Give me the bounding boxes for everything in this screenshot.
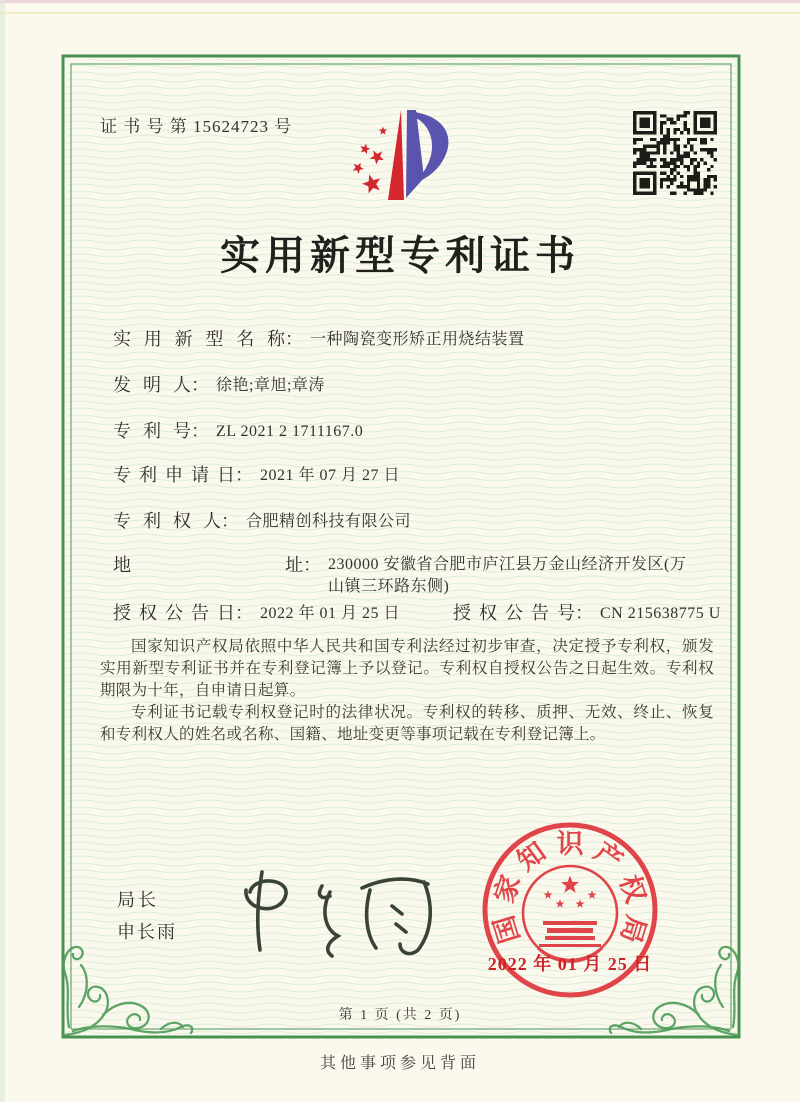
field-row-address [113, 554, 700, 598]
field-label: 地址 [113, 555, 303, 575]
field-row-name [113, 328, 525, 351]
field-value: 徐艳;章旭;章涛 [216, 377, 325, 394]
legal-paragraph-1: 国家知识产权局依照中华人民共和国专利法经过初步审查，决定授予专利权，颁发实用新型专利证书并在专利登记簿上予以登记。专利权自授权公告之日起生效。专利权期限为十年，自申请日起算。 [100, 638, 714, 699]
qr-code [633, 111, 717, 195]
director-signature [233, 856, 448, 966]
colon: ： [575, 603, 593, 623]
field-label: 专利申请日 [113, 465, 235, 485]
certificate-number: 证 书 号 第 15624723 号 [100, 117, 293, 136]
field-value: 2022 年 01 月 25 日 [260, 605, 401, 622]
legal-paragraph-2: 专利证书记载专利权登记时的法律状况。专利权的转移、质押、无效、终止、恢复和专利权人的姓名或名称、国籍、地址变更等事项记载在专利登记簿上。 [100, 704, 714, 743]
colon: ： [285, 329, 303, 349]
certificate-title: 实用新型专利证书 [220, 233, 580, 278]
page-indicator: 第 1 页 (共 2 页) [338, 1008, 462, 1023]
svg-text:家: 家 [488, 871, 527, 907]
svg-text:知: 知 [511, 836, 552, 877]
svg-text:识: 识 [556, 829, 584, 859]
field-row-grant [113, 602, 721, 625]
field-label: 授权公告日 [113, 603, 235, 623]
colon: ： [191, 375, 209, 395]
field-value: 230000 安徽省合肥市庐江县万金山经济开发区(万山镇三环路东侧) [328, 556, 687, 595]
field-value: 2021 年 07 月 27 日 [260, 467, 401, 484]
field-row-patent-number [113, 420, 363, 443]
seal-date: 2022 年 01 月 25 日 [487, 954, 653, 974]
field-value: 合肥精创科技有限公司 [246, 513, 412, 530]
field-label: 授权公告号 [453, 603, 575, 623]
colon: ： [221, 511, 239, 531]
field-label: 发明人 [113, 375, 191, 395]
field-value: 一种陶瓷变形矫正用烧结装置 [310, 331, 525, 348]
svg-text:权: 权 [613, 871, 652, 907]
field-row-inventors [113, 374, 325, 397]
field-label: 专利权人 [113, 511, 221, 531]
field-row-patentee [113, 510, 411, 533]
national-emblem-icon [523, 866, 617, 961]
colon: ： [235, 603, 253, 623]
field-label: 专利号 [113, 421, 191, 441]
cnipa-logo-icon [344, 106, 456, 206]
field-label: 实用新型名称 [113, 329, 285, 349]
grant-date-pair [113, 602, 453, 625]
colon: ： [303, 555, 321, 575]
field-value: ZL 2021 2 1711167.0 [216, 423, 364, 440]
svg-text:产: 产 [588, 836, 629, 877]
svg-text:国: 国 [488, 912, 526, 947]
back-side-note: 其他事项参见背面 [319, 1055, 480, 1072]
field-row-filing-date [113, 464, 400, 487]
grant-number-pair [453, 602, 721, 623]
legal-text [100, 636, 714, 746]
colon: ： [235, 465, 253, 485]
svg-text:局: 局 [614, 912, 652, 947]
colon: ： [191, 421, 209, 441]
field-value: CN 215638775 U [600, 605, 721, 622]
director-title: 局长 [117, 890, 159, 910]
director-name: 申长雨 [117, 922, 177, 942]
